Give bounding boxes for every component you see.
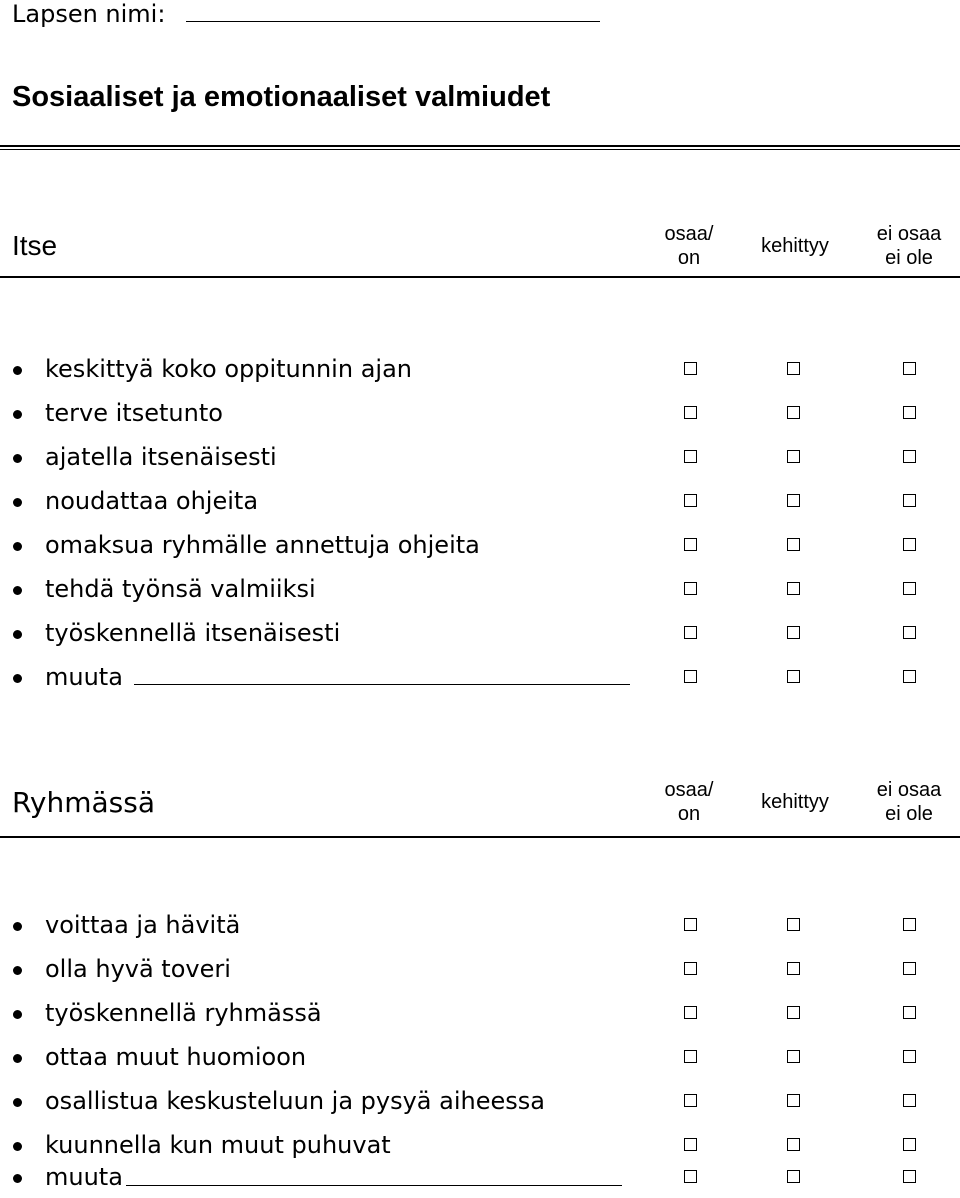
item-label: omaksua ryhmälle annettuja ohjeita [45,531,480,559]
bullet-icon [13,366,22,375]
checkbox-kehittyy[interactable] [787,962,800,975]
list-item [0,1082,960,1122]
checkbox-osaa[interactable] [684,362,697,375]
item-label: osallistua keskusteluun ja pysyä aiheessa [45,1087,545,1115]
column-header-osaa: osaa/ on [664,779,714,825]
list-item [0,438,960,478]
checkbox-kehittyy[interactable] [787,1006,800,1019]
column-header-ei-osaa: ei osaa ei ole [876,223,942,269]
checkbox-kehittyy[interactable] [787,362,800,375]
checkbox-osaa[interactable] [684,538,697,551]
checkbox-osaa[interactable] [684,582,697,595]
bullet-icon [13,1174,22,1183]
checkbox-kehittyy[interactable] [787,582,800,595]
section-heading-ryhmassa: Ryhmässä [12,786,156,819]
bullet-icon [13,966,22,975]
list-item [0,526,960,566]
checkbox-ei-osaa[interactable] [903,626,916,639]
bullet-icon [13,674,22,683]
item-label: ottaa muut huomioon [45,1043,307,1071]
bullet-icon [13,410,22,419]
list-item [0,614,960,654]
checkbox-ei-osaa[interactable] [903,670,916,683]
checkbox-kehittyy[interactable] [787,406,800,419]
checkbox-osaa[interactable] [684,962,697,975]
bullet-icon [13,586,22,595]
checkbox-ei-osaa[interactable] [903,1170,916,1183]
title-divider [0,145,960,147]
checkbox-osaa[interactable] [684,450,697,463]
item-label: noudattaa ohjeita [45,487,259,515]
checkbox-kehittyy[interactable] [787,1050,800,1063]
column-header-kehittyy: kehittyy [761,235,829,257]
checkbox-ei-osaa[interactable] [903,1006,916,1019]
column-header-kehittyy: kehittyy [761,791,829,813]
list-item [0,950,960,990]
list-item [0,1038,960,1078]
checkbox-ei-osaa[interactable] [903,362,916,375]
bullet-icon [13,1010,22,1019]
bullet-icon [13,630,22,639]
item-label: ajatella itsenäisesti [45,443,277,471]
item-label: voittaa ja hävitä [45,911,241,939]
list-item [0,394,960,434]
checkbox-ei-osaa[interactable] [903,582,916,595]
item-label: muuta [45,1163,123,1191]
child-name-label: Lapsen nimi: [12,0,166,28]
checkbox-kehittyy[interactable] [787,670,800,683]
checkbox-osaa[interactable] [684,670,697,683]
checkbox-osaa[interactable] [684,626,697,639]
bullet-icon [13,1054,22,1063]
column-header-ei-osaa: ei osaa ei ole [876,779,942,825]
checkbox-ei-osaa[interactable] [903,1094,916,1107]
bullet-icon [13,498,22,507]
checkbox-kehittyy[interactable] [787,538,800,551]
child-name-field[interactable] [186,21,600,22]
bullet-icon [13,454,22,463]
checkbox-kehittyy[interactable] [787,494,800,507]
checkbox-ei-osaa[interactable] [903,918,916,931]
column-header-osaa: osaa/ on [664,223,714,269]
item-label: muuta [45,663,123,691]
list-item [0,570,960,610]
bullet-icon [13,922,22,931]
checkbox-kehittyy[interactable] [787,1094,800,1107]
section-heading-itse: Itse [12,230,58,261]
list-item [0,1158,960,1198]
section-divider-itse [0,276,960,278]
page-title: Sosiaaliset ja emotionaaliset valmiudet [12,81,551,113]
checkbox-ei-osaa[interactable] [903,1050,916,1063]
bullet-icon [13,1098,22,1107]
checkbox-ei-osaa[interactable] [903,450,916,463]
checkbox-kehittyy[interactable] [787,450,800,463]
item-label: kuunnella kun muut puhuvat [45,1131,391,1159]
list-item [0,994,960,1034]
checkbox-ei-osaa[interactable] [903,538,916,551]
checkbox-osaa[interactable] [684,494,697,507]
checkbox-osaa[interactable] [684,1006,697,1019]
checkbox-ei-osaa[interactable] [903,962,916,975]
checkbox-osaa[interactable] [684,918,697,931]
item-label: työskennellä ryhmässä [45,999,322,1027]
list-item [0,482,960,522]
other-fill-line[interactable] [126,1185,622,1186]
item-label: terve itsetunto [45,399,223,427]
item-label: keskittyä koko oppitunnin ajan [45,355,412,383]
checkbox-osaa[interactable] [684,1094,697,1107]
checkbox-ei-osaa[interactable] [903,494,916,507]
list-item [0,906,960,946]
checkbox-kehittyy[interactable] [787,626,800,639]
checkbox-osaa[interactable] [684,1170,697,1183]
bullet-icon [13,542,22,551]
list-item [0,658,960,698]
checkbox-kehittyy[interactable] [787,1170,800,1183]
checkbox-ei-osaa[interactable] [903,1138,916,1151]
title-divider-thin [0,149,960,150]
bullet-icon [13,1142,22,1151]
section-divider-ryhmassa [0,836,960,838]
checkbox-kehittyy[interactable] [787,1138,800,1151]
list-item [0,350,960,390]
item-label: olla hyvä toveri [45,955,231,983]
checkbox-ei-osaa[interactable] [903,406,916,419]
other-fill-line[interactable] [134,684,630,685]
item-label: työskennellä itsenäisesti [45,619,341,647]
checkbox-osaa[interactable] [684,406,697,419]
checkbox-osaa[interactable] [684,1050,697,1063]
checkbox-kehittyy[interactable] [787,918,800,931]
item-label: tehdä työnsä valmiiksi [45,575,316,603]
checkbox-osaa[interactable] [684,1138,697,1151]
